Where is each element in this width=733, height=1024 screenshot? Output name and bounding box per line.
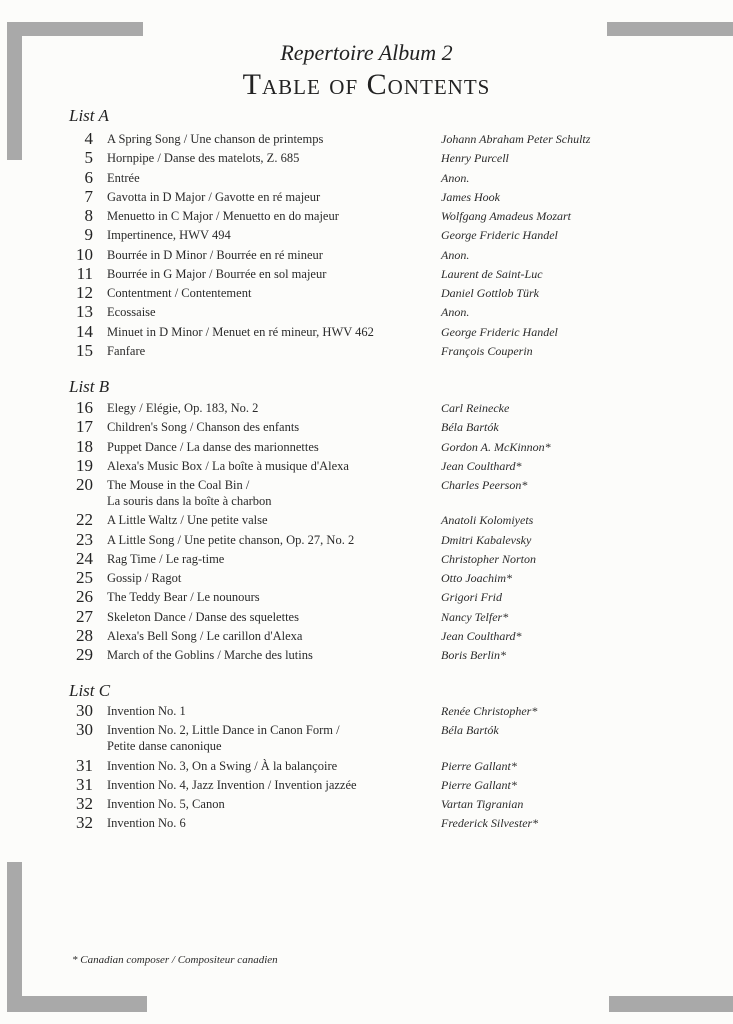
page-number: 32 [76, 813, 93, 833]
list-heading: List A [69, 106, 109, 125]
piece-title-line: A Little Song / Une petite chanson, Op. 27, No. 2 [107, 532, 355, 547]
corner-bracket-bottom-left-vertical [7, 862, 22, 1012]
page-number: 30 [76, 720, 93, 740]
footnote: * Canadian composer / Compositeur canadien [72, 954, 278, 966]
page-number: 15 [76, 340, 93, 360]
piece-title-line: Puppet Dance / La danse des marionnettes [107, 439, 319, 454]
piece-title [107, 777, 427, 793]
corner-bracket-top-left-horizontal [7, 22, 143, 36]
piece-title-line: Hornpipe / Danse des matelots, Z. 685 [107, 151, 300, 166]
piece-title-line: Menuetto in C Major / Menuetto en do majeur [107, 209, 339, 223]
piece-title [107, 131, 427, 147]
piece-title-line: The Teddy Bear / Le nounours [107, 590, 260, 605]
piece-title-line: Minuet in D Minor / Menuet en ré mineur, HWV 462 [107, 324, 374, 339]
page-number: 9 [84, 225, 93, 245]
page-number: 12 [76, 283, 93, 302]
piece-title [107, 189, 427, 205]
piece-title-line: Bourrée in D Minor / Bourrée en ré mineur [107, 247, 323, 262]
composer-name: Johann Abraham Peter Schultz [441, 132, 591, 146]
composer-name: Jean Coulthard* [441, 628, 522, 643]
composer-name: Daniel Gottlob Türk [441, 286, 539, 300]
piece-title [107, 758, 427, 774]
page-number: 6 [84, 167, 93, 187]
composer-name: François Couperin [441, 343, 533, 358]
page-header [0, 40, 733, 102]
composer-name: Charles Peerson* [441, 478, 528, 492]
piece-title [107, 551, 427, 567]
piece-title-line: Children's Song / Chanson des enfants [107, 420, 300, 435]
piece-title-line: Invention No. 3, On a Swing / À la balançoire [107, 758, 338, 773]
piece-title [107, 703, 427, 719]
piece-title-line: A Spring Song / Une chanson de printemps [107, 132, 324, 146]
piece-title [107, 477, 427, 509]
composer-name: George Frideric Handel [441, 324, 558, 339]
piece-title-line: Invention No. 4, Jazz Invention / Invention jazzée [107, 777, 357, 792]
composer-name: Wolfgang Amadeus Mozart [441, 209, 572, 223]
corner-bracket-bottom-right [609, 996, 733, 1012]
composer-name: Nancy Telfer* [441, 609, 509, 624]
piece-title-line: Contentment / Contentement [107, 286, 252, 300]
composer-name: James Hook [441, 189, 500, 204]
piece-title-line: Gavotta in D Major / Gavotte en ré majeur [107, 189, 321, 204]
piece-title [107, 266, 427, 282]
composer-name: Béla Bartók [441, 420, 499, 435]
piece-title-line: Impertinence, HWV 494 [107, 228, 231, 243]
piece-title [107, 647, 427, 663]
composer-name: Frederick Silvester* [441, 816, 539, 831]
composer-name: Pierre Gallant* [441, 777, 517, 792]
page-number: 32 [76, 794, 93, 813]
piece-title-line: Skeleton Dance / Danse des squelettes [107, 609, 299, 624]
album-subtitle: Repertoire Album 2 [280, 40, 453, 65]
page-number: 23 [76, 529, 93, 549]
piece-title-line: Invention No. 5, Canon [107, 797, 225, 811]
composer-name: Vartan Tigranian [441, 797, 524, 811]
page-number: 31 [76, 755, 93, 775]
composer-name: Gordon A. McKinnon* [441, 439, 551, 454]
page-number: 18 [76, 436, 93, 456]
piece-title [107, 208, 427, 224]
piece-title [107, 512, 427, 528]
composer-name: Anon. [441, 170, 470, 185]
piece-title [107, 439, 427, 455]
piece-title [107, 570, 427, 586]
composer-name: Grigori Frid [441, 590, 503, 605]
page-number: 24 [76, 548, 93, 568]
page-number: 5 [84, 148, 93, 168]
composer-name: Anon. [441, 247, 470, 262]
composer-name: Jean Coulthard* [441, 458, 522, 473]
page-number: 8 [84, 206, 93, 225]
piece-title [107, 628, 427, 644]
piece-title-line: The Mouse in the Coal Bin / [107, 478, 250, 492]
page-number: 22 [76, 510, 93, 530]
piece-title-line: Invention No. 2, Little Dance in Canon Form / [107, 723, 340, 738]
page-number: 13 [76, 302, 93, 322]
page-number: 14 [76, 321, 93, 341]
piece-title [107, 532, 427, 548]
piece-title [107, 609, 427, 625]
piece-title [107, 796, 427, 812]
piece-title [107, 722, 427, 754]
page-number: 10 [76, 244, 93, 264]
piece-title [107, 589, 427, 605]
piece-title [107, 815, 427, 831]
page-number: 7 [84, 186, 93, 206]
piece-title [107, 247, 427, 263]
composer-name: Laurent de Saint-Luc [441, 266, 543, 281]
composer-name: Carl Reinecke [441, 401, 510, 415]
piece-title [107, 285, 427, 301]
corner-bracket-bottom-left-horizontal [7, 996, 147, 1012]
list-heading: List B [69, 377, 110, 396]
page-number: 25 [76, 568, 93, 587]
composer-name: Renée Christopher* [441, 704, 538, 718]
composer-name: Boris Berlin* [441, 648, 506, 662]
piece-title [107, 419, 427, 435]
page-number: 4 [84, 129, 93, 148]
corner-bracket-top-right [607, 22, 733, 36]
piece-title-line: Entrée [107, 170, 140, 185]
piece-title [107, 458, 427, 474]
piece-title-line: Gossip / Ragot [107, 571, 182, 585]
piece-title-line: Invention No. 1 [107, 704, 186, 718]
page-number: 17 [76, 417, 93, 437]
piece-title [107, 400, 427, 416]
piece-title-line: Ecossaise [107, 305, 156, 320]
composer-name: George Frideric Handel [441, 228, 558, 243]
piece-title-line-2: Petite danse canonique [107, 739, 222, 754]
page-number: 19 [76, 455, 93, 475]
piece-title [107, 304, 427, 320]
list-heading: List C [69, 681, 111, 700]
page-number: 27 [76, 606, 93, 626]
composer-name: Henry Purcell [441, 151, 509, 166]
composer-name: Anon. [441, 305, 470, 320]
page-number: 28 [76, 625, 93, 645]
composer-name: Anatoli Kolomiyets [441, 513, 534, 528]
piece-title-line: Rag Time / Le rag-time [107, 551, 225, 566]
composer-name: Pierre Gallant* [441, 758, 517, 773]
page-number: 20 [76, 475, 93, 494]
composer-name: Dmitri Kabalevsky [441, 532, 532, 547]
page-title: Table of Contents [242, 68, 491, 101]
composer-name: Otto Joachim* [441, 571, 512, 585]
piece-title [107, 324, 427, 340]
piece-title [107, 150, 427, 166]
piece-title [107, 227, 427, 243]
piece-title-line: March of the Goblins / Marche des lutins [107, 648, 313, 662]
composer-name: Christopher Norton [441, 551, 537, 566]
piece-title-line: Alexa's Music Box / La boîte à musique d'Alexa [107, 458, 349, 473]
piece-title [107, 170, 427, 186]
piece-title-line: Bourrée in G Major / Bourrée en sol majeur [107, 266, 327, 281]
piece-title-line: Elegy / Elégie, Op. 183, No. 2 [107, 401, 259, 415]
page-number: 30 [76, 701, 93, 720]
composer-name: Béla Bartók [441, 723, 499, 738]
page-number: 29 [76, 645, 93, 664]
piece-title-line: Invention No. 6 [107, 816, 186, 831]
piece-title-line: Alexa's Bell Song / Le carillon d'Alexa [107, 628, 303, 643]
piece-title [107, 343, 427, 359]
piece-title-line: Fanfare [107, 343, 146, 358]
page-number: 11 [76, 263, 93, 283]
page-number: 26 [76, 587, 93, 607]
page-number: 31 [76, 774, 93, 794]
piece-title-line: A Little Waltz / Une petite valse [107, 513, 268, 528]
piece-title-line-2: La souris dans la boîte à charbon [107, 494, 272, 508]
page-number: 16 [76, 398, 93, 417]
